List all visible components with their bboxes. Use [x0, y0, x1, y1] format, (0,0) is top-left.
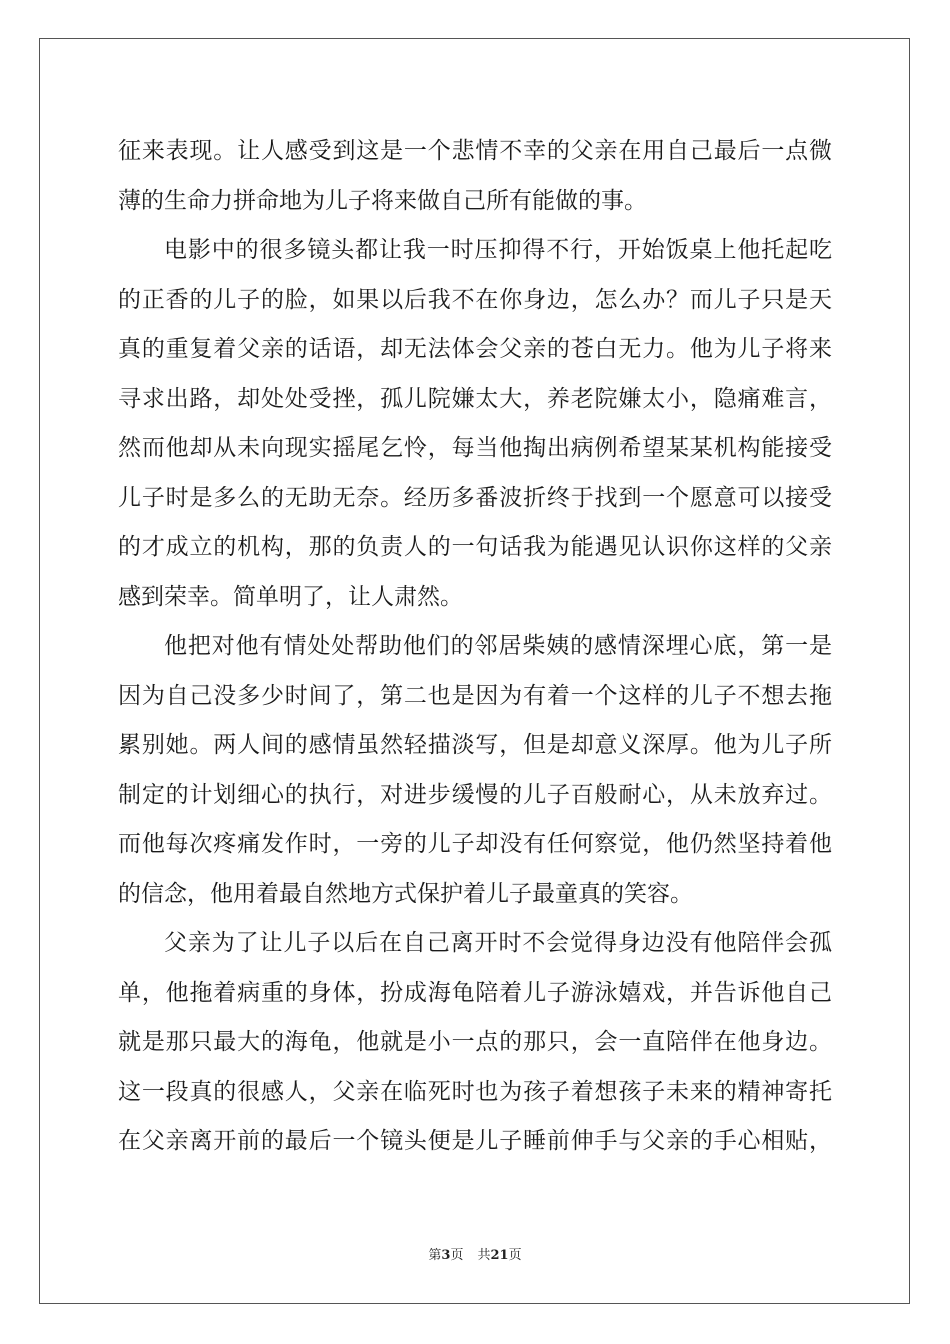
text-line: 单，他拖着病重的身体，扮成海龟陪着儿子游泳嬉戏，并告诉他自己 — [118, 979, 832, 1006]
page-footer — [0, 1247, 950, 1265]
text-line: 父亲为了让儿子以后在自己离开时不会觉得身边没有他陪伴会孤 — [164, 930, 832, 956]
page-suffix: 页 — [450, 1248, 464, 1263]
text-line: 因为自己没多少时间了，第二也是因为有着一个这样的儿子不想去拖 — [118, 682, 832, 709]
page-number: 3 — [441, 1248, 451, 1263]
text-line: 这一段真的很感人，父亲在临死时也为孩子着想孩子未来的精神寄托 — [118, 1078, 832, 1105]
text-line: 寻求出路，却处处受挫，孤儿院嫌太大，养老院嫌太小，隐痛难言， — [118, 385, 832, 412]
text-line: 的正香的儿子的脸，如果以后我不在你身边，怎么办？而儿子只是天 — [118, 286, 832, 313]
text-line: 电影中的很多镜头都让我一时压抑得不行，开始饭桌上他托起吃 — [164, 237, 832, 263]
total-suffix: 页 — [508, 1248, 522, 1263]
total-pages: 21 — [490, 1248, 509, 1263]
text-line: 真的重复着父亲的话语，却无法体会父亲的苍白无力。他为儿子将来 — [118, 336, 832, 362]
text-line: 征来表现。让人感受到这是一个悲情不幸的父亲在用自己最后一点微 — [118, 138, 832, 164]
text-line: 他把对他有情处处帮助他们的邻居柴姨的感情深埋心底，第一是 — [164, 633, 832, 659]
text-line: 的才成立的机构，那的负责人的一句话我为能遇见认识你这样的父亲 — [118, 534, 832, 560]
text-line: 制定的计划细心的执行，对进步缓慢的儿子百般耐心，从未放弃过。 — [118, 781, 832, 808]
document-body — [118, 127, 832, 1167]
text-line: 累别她。两人间的感情虽然轻描淡写，但是却意义深厚。他为儿子所 — [118, 732, 832, 758]
text-line: 感到荣幸。简单明了，让人肃然。 — [118, 583, 463, 610]
text-line: 的信念，他用着最自然地方式保护着儿子最童真的笑容。 — [118, 880, 693, 907]
text-line: 薄的生命力拼命地为儿子将来做自己所有能做的事。 — [118, 187, 647, 214]
text-line: 在父亲离开前的最后一个镜头便是儿子睡前伸手与父亲的手心相贴， — [118, 1128, 832, 1154]
text-line: 然而他却从未向现实摇尾乞怜，每当他掏出病例希望某某机构能接受 — [118, 435, 832, 461]
text-line: 而他每次疼痛发作时，一旁的儿子却没有任何察觉，他仍然坚持着他 — [118, 831, 832, 857]
total-prefix: 共 — [477, 1248, 491, 1263]
page-prefix: 第 — [428, 1248, 442, 1263]
text-line: 就是那只最大的海龟，他就是小一点的那只，会一直陪伴在他身边。 — [118, 1029, 832, 1055]
text-line: 儿子时是多么的无助无奈。经历多番波折终于找到一个愿意可以接受 — [118, 484, 832, 511]
